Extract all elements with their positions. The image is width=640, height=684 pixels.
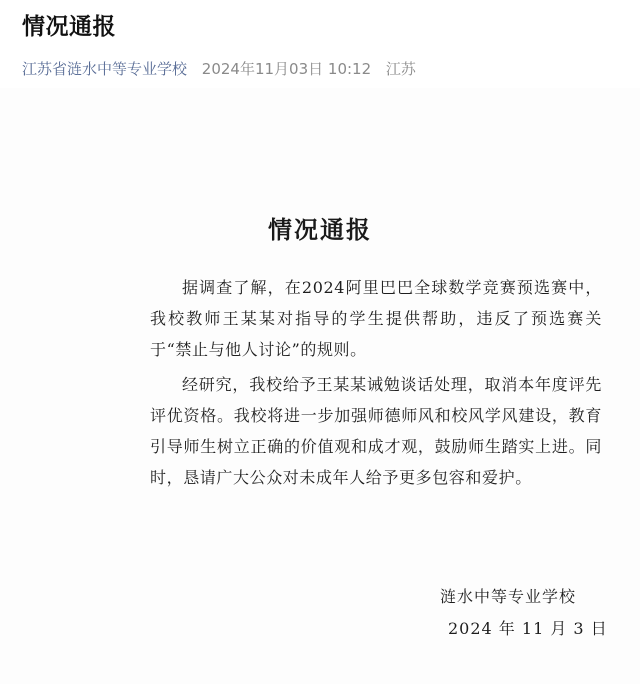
article-header [22, 12, 624, 79]
signature-organization: 涟水中等专业学校 [440, 587, 577, 606]
document-heading: 情况通报 [268, 215, 372, 244]
article-title: 情况通报 [22, 14, 116, 40]
publish-time: 2024年11月03日 10:12 [201, 60, 372, 78]
document-paragraph: 据调查了解，在2024阿里巴巴全球数学竞赛预选赛中，我校教师王某某对指导的学生提供帮助，违反了预选赛关于“禁止与他人讨论”的规则。 [150, 278, 602, 359]
document-paragraph: 经研究，我校给予王某某诫勉谈话处理，取消本年度评先评优资格。我校将进一步加强师德师风和校风学风建设，教育引导师生树立正确的价值观和成才观，鼓励师生踏实上进。同时，恳请广大公众对未成年人给予更多包容和爱护。 [150, 375, 602, 487]
document-body [150, 272, 602, 493]
article-meta [22, 59, 624, 79]
signature-date: 2024 年 11 月 3 日 [448, 619, 608, 638]
document-signature [440, 585, 608, 641]
notice-document-image [0, 88, 640, 684]
source-account-link[interactable]: 江苏省涟水中等专业学校 [22, 60, 188, 78]
publish-location: 江苏 [385, 60, 416, 78]
